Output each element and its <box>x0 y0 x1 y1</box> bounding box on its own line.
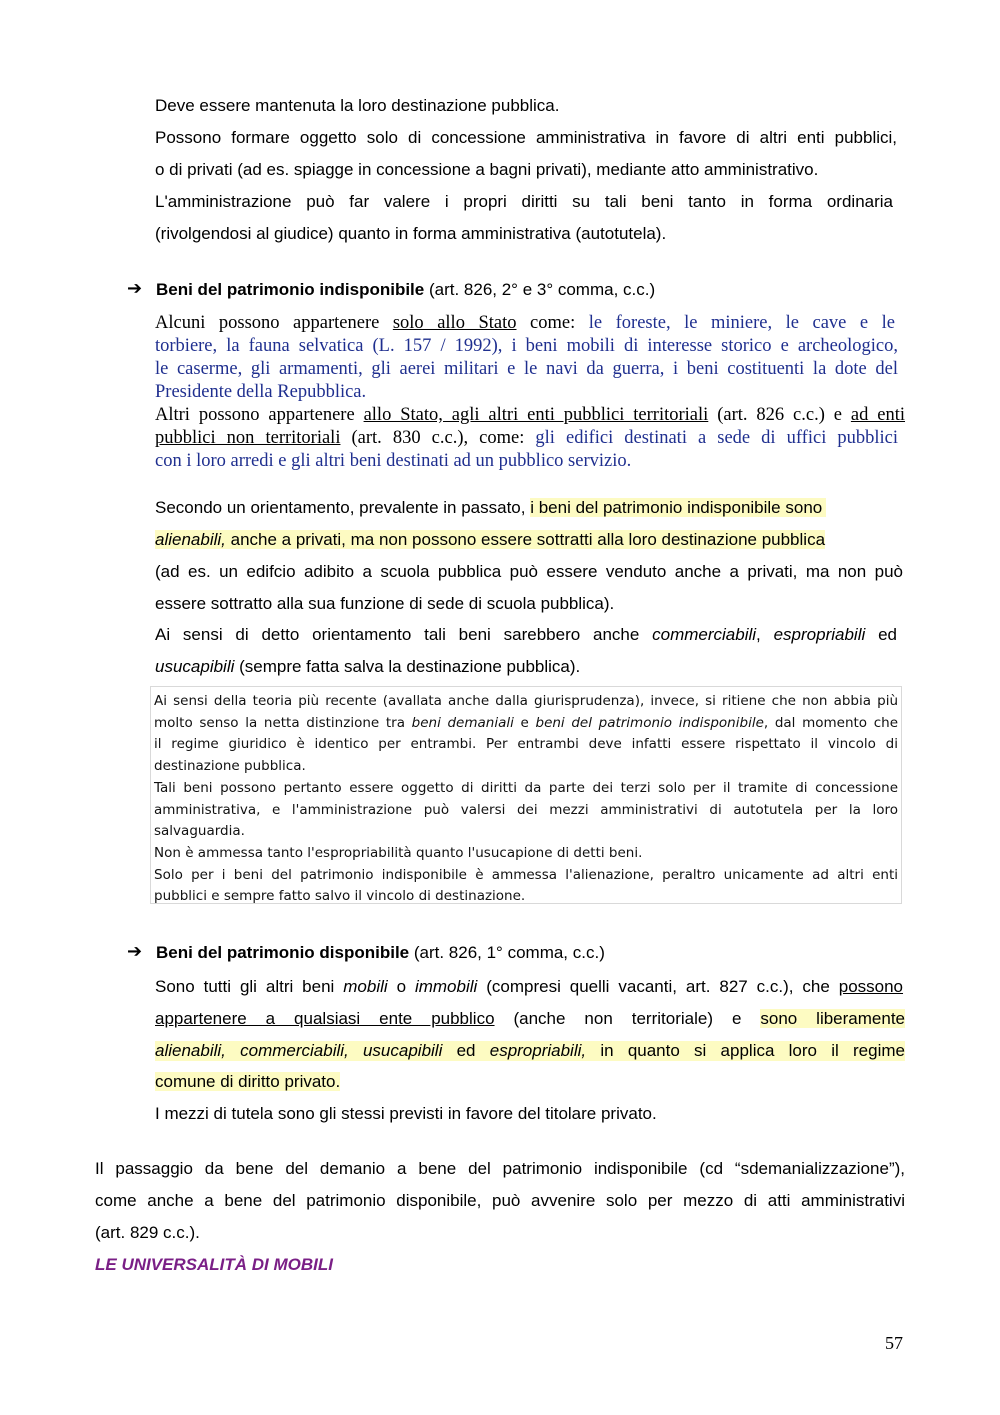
indisp-p4-text-d: (sempre fatta salva la destinazione pubblica). <box>234 657 581 676</box>
intro-line-3: o di privati (ad es. spiagge in concessione a bagni privati), mediante atto amministrativo. <box>155 160 819 179</box>
indisp-p4-italic-2: espropriabili <box>773 625 866 644</box>
note-line-7: salvaguardia. <box>154 823 245 840</box>
heading-indisponibile <box>156 280 655 300</box>
disp-line-3-b: ed <box>442 1041 490 1060</box>
note-line-10: pubblici e sempre fatto salvo il vincolo di destinazione. <box>154 888 526 905</box>
heading-disponibile-bold: Beni del patrimonio disponibile <box>156 943 410 962</box>
note-line-6: amministrativa, e l'amministrazione può valersi dei mezzi amministrativi di autotutela per la loro <box>154 801 898 818</box>
note-line-2-a: molto senso la netta distinzione tra <box>154 714 412 731</box>
indisp-p4-italic-3: usucapibili <box>155 657 235 676</box>
indisp-p1-line-1 <box>155 313 895 334</box>
indisp-p3-line-1 <box>155 498 826 518</box>
disp-line-3-c: in quanto si applica loro il regime <box>586 1041 905 1060</box>
indisp-p3-highlight-2-text: anche a privati, ma non possono essere sottratti alla loro destinazione pubblica <box>225 530 826 549</box>
indisp-p3-highlight-2 <box>155 530 825 549</box>
section-heading-universalita: LE UNIVERSALITÀ DI MOBILI <box>95 1255 333 1274</box>
indisp-p2-line-1 <box>155 405 905 426</box>
disp-line-1-a: Sono tutti gli altri beni <box>155 977 344 996</box>
intro-line-1: Deve essere mantenuta la loro destinazione pubblica. <box>155 96 560 115</box>
heading-indisponibile-bold: Beni del patrimonio indisponibile <box>156 280 425 299</box>
disp-line-4-highlight: comune di diritto privato. <box>155 1072 341 1091</box>
intro-line-2: Possono formare oggetto solo di concessione amministrativa in favore di altri enti pubblici, <box>155 128 897 147</box>
indisp-p3-line-3: (ad es. un edifcio adibito a scuola pubblica può essere venduto anche a privati, ma non può <box>155 562 903 581</box>
indisp-p1-text-b: come: <box>516 313 589 333</box>
note-line-2 <box>154 713 898 735</box>
indisp-p1-underlined: solo allo Stato <box>392 313 517 333</box>
indisp-p2-line-2 <box>155 428 898 449</box>
disp-line-1-b: o <box>387 977 415 996</box>
heading-disponibile <box>156 943 605 963</box>
disp-line-2 <box>155 1009 905 1029</box>
disp-line-2-highlight: sono liberamente <box>760 1009 906 1028</box>
disp-line-5: I mezzi di tutela sono gli stessi previsti in favore del titolare privato. <box>155 1104 657 1123</box>
note-line-2-italic-2: beni del patrimonio indisponibile <box>535 714 764 731</box>
indisp-p1-line-2: torbiere, la fauna selvatica (L. 157 / 1992), i beni mobili di interesse storico e archeologico, <box>155 336 898 356</box>
disp-line-1-italic-2: immobili <box>414 977 478 996</box>
note-line-3: il regime giuridico è identico per entrambi. Per entrambi deve infatti essere rispettato il vincolo di <box>154 736 898 753</box>
note-line-4: destinazione pubblica. <box>154 758 306 775</box>
note-line-5: Tali beni possono pertanto essere oggetto di diritti da parte dei terzi solo per il tramite di concessione <box>154 779 898 796</box>
indisp-p4-line-1 <box>155 625 897 645</box>
closing-line-2: come anche a bene del patrimonio disponibile, può avvenire solo per mezzo di atti amministrativi <box>95 1191 905 1210</box>
page-number: 57 <box>885 1333 903 1353</box>
disp-line-3 <box>155 1041 905 1061</box>
note-line-2-c: , dal momento che <box>763 714 898 731</box>
indisp-p4-italic-1: commerciabili <box>652 625 757 644</box>
disp-line-3-italic-1: alienabili, commerciabili, usucapibili <box>155 1041 443 1060</box>
note-line-8: Non è ammessa tanto l'espropriabilità quanto l'usucapione di detti beni. <box>154 844 643 861</box>
closing-line-1: Il passaggio da bene del demanio a bene del patrimonio indisponibile (cd “sdemanializzazione”), <box>95 1159 905 1178</box>
arrow-right-icon: ➔ <box>127 941 143 962</box>
intro-line-4: L'amministrazione può far valere i propri diritti su tali beni tanto in forma ordinaria <box>155 192 893 211</box>
disp-line-4 <box>155 1072 340 1092</box>
indisp-p3-line-4: essere sottratto alla sua funzione di sede di scuola pubblica). <box>155 594 615 613</box>
indisp-p3-highlight-1: i beni del patrimonio indisponibile sono <box>530 498 826 517</box>
indisp-p4-text-b: , <box>756 625 774 644</box>
indisp-p4-text-c: ed <box>865 625 897 644</box>
indisp-p3-italic: alienabili, <box>155 530 226 549</box>
indisp-p4-line-2 <box>155 657 580 677</box>
indisp-p4-text-a: Ai sensi di detto orientamento tali beni sarebbero anche <box>155 625 653 644</box>
note-line-9: Solo per i beni del patrimonio indisponibile è ammessa l'alienazione, peraltro unicamente ad altri enti <box>154 866 898 883</box>
indisp-p1-blue-1: le foreste, le miniere, le cave e le <box>588 313 895 333</box>
disp-line-1-c: (compresi quelli vacanti, art. 827 c.c.), che <box>477 977 839 996</box>
indisp-p1-line-3: le caserme, gli armamenti, gli aerei militari e le navi da guerra, i beni costituenti la dote del <box>155 359 898 379</box>
disp-line-1 <box>155 977 903 997</box>
note-line-2-b: e <box>513 714 536 731</box>
note-box <box>150 686 902 904</box>
disp-line-2-underlined: appartenere a qualsiasi ente pubblico <box>155 1009 495 1028</box>
indisp-p2-underlined-2a: ad enti <box>850 405 906 425</box>
disp-line-1-italic-1: mobili <box>343 977 388 996</box>
indisp-p1-text-a: Alcuni possono appartenere <box>155 313 393 333</box>
indisp-p1-line-4: Presidente della Repubblica. <box>155 382 367 402</box>
intro-line-5: (rivolgendosi al giudice) quanto in forma amministrativa (autotutela). <box>155 224 667 243</box>
indisp-p2-line-3: con i loro arredi e gli altri beni destinati ad un pubblico servizio. <box>155 451 632 471</box>
disp-line-3-italic-2: espropriabili, <box>489 1041 587 1060</box>
heading-disponibile-ref: (art. 826, 1° comma, c.c.) <box>409 943 605 962</box>
heading-indisponibile-ref: (art. 826, 2° e 3° comma, c.c.) <box>424 280 656 299</box>
indisp-p2-text-a: Altri possono appartenere <box>155 405 364 425</box>
note-line-1: Ai sensi della teoria più recente (avallata anche dalla giurisprudenza), invece, si ritiene che non abbia più <box>154 693 898 709</box>
note-line-2-italic-1: beni demaniali <box>411 714 514 731</box>
disp-line-1-underlined: possono <box>838 977 904 996</box>
indisp-p2-underlined-1: allo Stato, agli altri enti pubblici territoriali <box>363 405 709 425</box>
indisp-p3-text-a: Secondo un orientamento, prevalente in passato, <box>155 498 531 517</box>
indisp-p2-text-b: (art. 826 c.c.) e <box>708 405 851 425</box>
indisp-p2-blue-1: gli edifici destinati a sede di uffici pubblici <box>535 428 899 448</box>
indisp-p2-text-c: (art. 830 c.c.), come: <box>340 428 536 448</box>
disp-line-2-b: (anche non territoriale) e <box>494 1009 761 1028</box>
closing-line-3: (art. 829 c.c.). <box>95 1223 200 1242</box>
indisp-p2-underlined-2b: pubblici non territoriali <box>155 428 341 448</box>
indisp-p3-line-2 <box>155 530 825 550</box>
arrow-right-icon: ➔ <box>127 278 143 299</box>
